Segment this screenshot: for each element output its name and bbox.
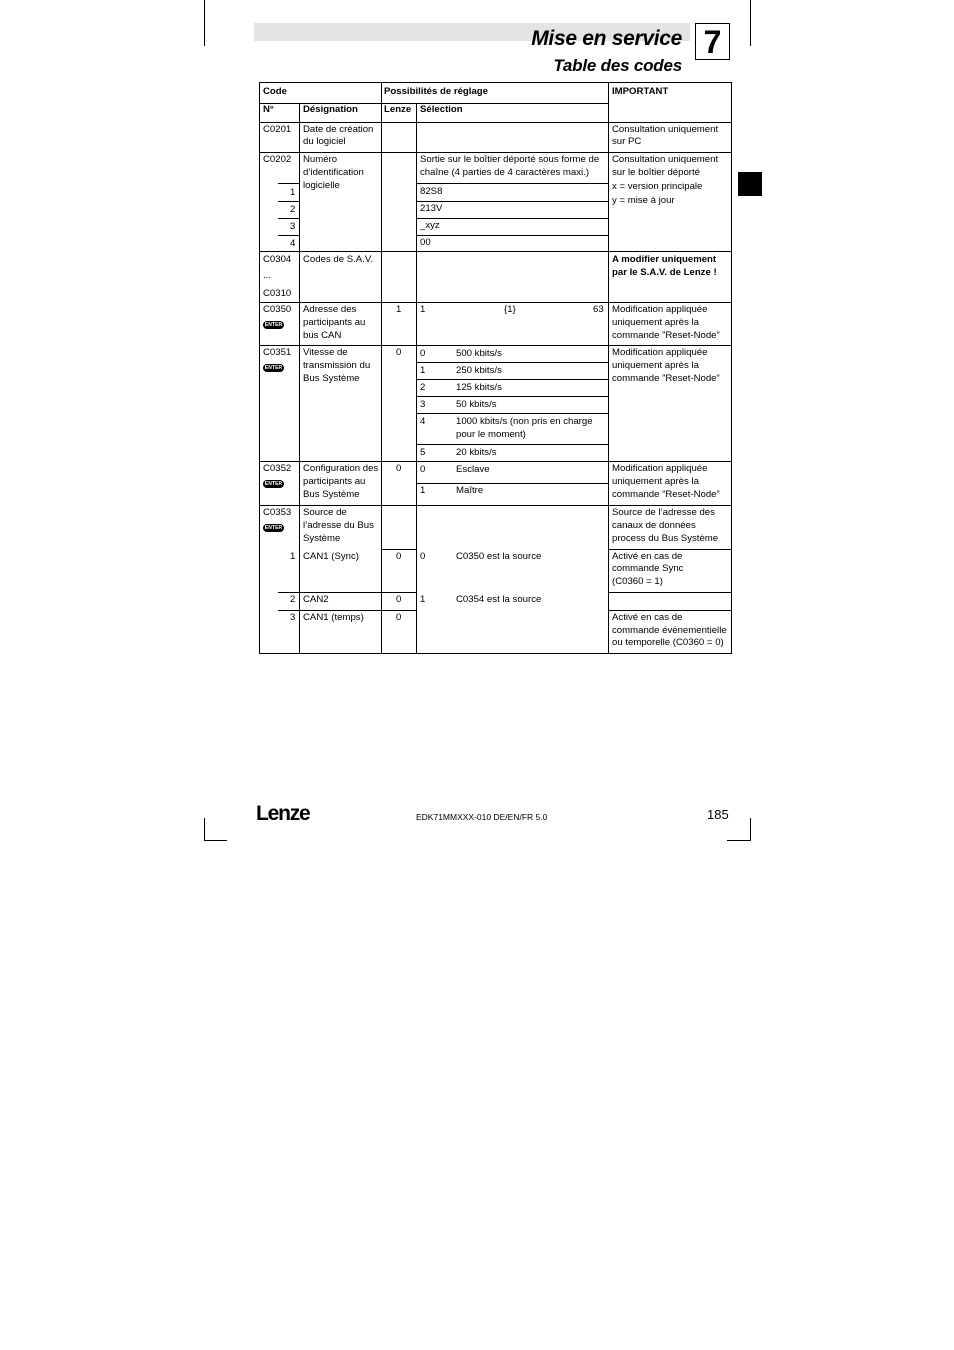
important-line: process du Bus Système xyxy=(612,533,719,544)
crop-mark xyxy=(204,818,205,841)
selection-min: 1 xyxy=(420,304,426,315)
important-line: Modification appliquée xyxy=(612,304,708,315)
grid-line xyxy=(381,549,416,550)
col-header-no: N° xyxy=(263,104,274,115)
selection-line: chaîne (4 parties de 4 caractères maxi.) xyxy=(420,167,590,178)
option-text: C0354 est la source xyxy=(456,594,542,605)
important-line: Modification appliquée xyxy=(612,347,708,358)
important-line: commande événementielle xyxy=(612,625,727,636)
page-title: Mise en service xyxy=(531,27,682,50)
important-line: Activé en cas de xyxy=(612,551,683,562)
sub-number: 4 xyxy=(290,238,296,249)
important-line: (C0360 = 1) xyxy=(612,576,663,587)
code-c0352: C0352 xyxy=(263,463,292,474)
lenze-value: 0 xyxy=(396,551,402,562)
grid-line xyxy=(381,83,382,653)
grid-line xyxy=(278,218,300,219)
grid-line xyxy=(416,103,417,653)
grid-line xyxy=(416,413,608,414)
grid-line xyxy=(416,379,608,380)
important-line: canaux de données xyxy=(612,520,696,531)
option-text: C0350 est la source xyxy=(456,551,542,562)
grid-line xyxy=(278,610,416,611)
lenze-value: 0 xyxy=(396,347,402,358)
important-line: ou temporelle (C0360 = 0) xyxy=(612,637,724,648)
grid-line xyxy=(260,302,731,303)
designation-line: Adresse des xyxy=(303,304,357,315)
lenze-value: 0 xyxy=(396,612,402,623)
code-table xyxy=(259,82,732,654)
option-number: 0 xyxy=(420,348,426,359)
option-text: 20 kbits/s xyxy=(456,447,497,458)
sub-value: 82S8 xyxy=(420,186,443,197)
designation-line: Système xyxy=(303,533,341,544)
enter-icon: ENTER xyxy=(264,322,283,328)
grid-line xyxy=(416,362,608,363)
important-line: Consultation uniquement xyxy=(612,154,719,165)
lenze-logo: Lenze xyxy=(256,802,310,825)
option-text: pour le moment) xyxy=(456,429,526,440)
grid-line xyxy=(260,461,731,462)
grid-line xyxy=(260,345,731,346)
designation-line: participants au xyxy=(303,476,366,487)
designation-line: Vitesse de xyxy=(303,347,348,358)
code-c0202: C0202 xyxy=(263,154,292,165)
sub-value: _xyz xyxy=(420,220,440,231)
grid-line xyxy=(260,122,731,123)
option-number: 1 xyxy=(420,485,426,496)
sub-number: 1 xyxy=(290,551,296,562)
option-number: 0 xyxy=(420,551,426,562)
important-line: commande ”Reset-Node” xyxy=(612,330,720,341)
important-line: x = version principale xyxy=(612,181,703,192)
option-text: 500 kbits/s xyxy=(456,348,502,359)
important-line: uniquement après la xyxy=(612,317,699,328)
code-c0304: C0304 xyxy=(263,254,292,265)
chapter-tab-marker xyxy=(738,172,762,196)
option-number: 1 xyxy=(420,365,426,376)
designation-line: Date de création xyxy=(303,124,374,135)
sub-number: 2 xyxy=(290,204,296,215)
code-c0351: C0351 xyxy=(263,347,292,358)
grid-line xyxy=(278,235,300,236)
option-number: 2 xyxy=(420,382,426,393)
sub-number: 3 xyxy=(290,612,296,623)
sub-designation: CAN1 (Sync) xyxy=(303,551,359,562)
important-line: commande ”Reset-Node” xyxy=(612,373,720,384)
col-header-important: IMPORTANT xyxy=(612,86,669,97)
important-line: par le S.A.V. de Lenze ! xyxy=(612,267,717,278)
grid-line xyxy=(608,83,609,653)
enter-icon: ENTER xyxy=(264,525,283,531)
crop-mark xyxy=(750,0,751,46)
sub-number: 1 xyxy=(290,187,296,198)
grid-line xyxy=(416,218,608,219)
important-line: sur le boîtier déporté xyxy=(612,167,700,178)
enter-icon: ENTER xyxy=(264,365,283,371)
important-line: y = mise à jour xyxy=(612,195,675,206)
code-c0353: C0353 xyxy=(263,507,292,518)
document-reference: EDK71MMXXX-010 DE/EN/FR 5.0 xyxy=(416,812,548,822)
page-subtitle: Table des codes xyxy=(553,56,682,75)
important-line: Consultation uniquement xyxy=(612,124,719,135)
important-line: A modifier uniquement xyxy=(612,254,717,265)
grid-line xyxy=(608,592,731,593)
selection-step: {1} xyxy=(504,304,516,315)
sub-value: 213V xyxy=(420,203,443,214)
code-c0310: C0310 xyxy=(263,288,292,299)
lenze-value: 0 xyxy=(396,463,402,474)
option-text: 250 kbits/s xyxy=(456,365,502,376)
chapter-number: 7 xyxy=(695,23,730,60)
important-line: commande ”Reset-Node” xyxy=(612,489,720,500)
col-header-settings: Possibilités de réglage xyxy=(384,86,488,97)
grid-line xyxy=(608,610,731,611)
designation-line: du logiciel xyxy=(303,136,346,147)
designation-line: Bus Système xyxy=(303,489,360,500)
designation-line: participants au xyxy=(303,317,366,328)
designation-line: Numéro xyxy=(303,154,338,165)
page-number: 185 xyxy=(707,807,729,822)
option-text: Maître xyxy=(456,485,484,496)
important-line: Source de l’adresse des xyxy=(612,507,715,518)
grid-line xyxy=(299,103,300,653)
grid-line xyxy=(278,183,300,184)
important-line: Modification appliquée xyxy=(612,463,708,474)
col-header-lenze: Lenze xyxy=(384,104,412,115)
option-text: 1000 kbits/s (non pris en charge xyxy=(456,416,593,427)
lenze-value: 1 xyxy=(396,304,402,315)
designation-line: d’identification xyxy=(303,167,364,178)
option-number: 4 xyxy=(420,416,426,427)
crop-mark xyxy=(750,818,751,841)
code-ellipsis: ... xyxy=(263,270,271,281)
sub-number: 2 xyxy=(290,594,296,605)
grid-line xyxy=(608,549,731,550)
important-line: commande Sync xyxy=(612,563,684,574)
designation-line: bus CAN xyxy=(303,330,342,341)
grid-line xyxy=(260,251,731,252)
designation-line: Codes de S.A.V. xyxy=(303,254,374,265)
sub-number: 3 xyxy=(290,221,296,232)
important-line: Activé en cas de xyxy=(612,612,683,623)
option-text: 125 kbits/s xyxy=(456,382,502,393)
lenze-value: 0 xyxy=(396,594,402,605)
code-c0350: C0350 xyxy=(263,304,292,315)
crop-mark xyxy=(727,840,750,841)
option-number: 5 xyxy=(420,447,426,458)
important-line: sur PC xyxy=(612,136,642,147)
important-line: uniquement après la xyxy=(612,476,699,487)
grid-line xyxy=(278,592,416,593)
grid-line xyxy=(416,183,608,184)
option-text: Esclave xyxy=(456,464,490,475)
designation-line: Configuration des xyxy=(303,463,379,474)
grid-line xyxy=(416,483,608,484)
enter-icon: ENTER xyxy=(264,481,283,487)
code-c0201: C0201 xyxy=(263,124,292,135)
sub-designation: CAN1 (temps) xyxy=(303,612,364,623)
designation-line: Source de xyxy=(303,507,347,518)
designation-line: transmission du xyxy=(303,360,371,371)
sub-designation: CAN2 xyxy=(303,594,329,605)
option-text: 50 kbits/s xyxy=(456,399,497,410)
designation-line: l’adresse du Bus xyxy=(303,520,374,531)
crop-mark xyxy=(204,0,205,46)
grid-line xyxy=(278,201,300,202)
grid-line xyxy=(260,152,731,153)
option-number: 3 xyxy=(420,399,426,410)
grid-line xyxy=(416,235,608,236)
sub-value: 00 xyxy=(420,237,431,248)
important-line: uniquement après la xyxy=(612,360,699,371)
col-header-code: Code xyxy=(263,86,287,97)
col-header-selection: Sélection xyxy=(420,104,463,115)
grid-line xyxy=(416,201,608,202)
crop-mark xyxy=(204,840,227,841)
selection-line: Sortie sur le boîtier déporté sous forme de xyxy=(420,154,600,165)
option-number: 0 xyxy=(420,464,426,475)
option-number: 1 xyxy=(420,594,426,605)
grid-line xyxy=(260,505,731,506)
grid-line xyxy=(416,396,608,397)
col-header-designation: Désignation xyxy=(303,104,358,115)
grid-line xyxy=(416,444,608,445)
designation-line: Bus Système xyxy=(303,373,360,384)
selection-max: 63 xyxy=(593,304,604,315)
designation-line: logicielle xyxy=(303,180,340,191)
